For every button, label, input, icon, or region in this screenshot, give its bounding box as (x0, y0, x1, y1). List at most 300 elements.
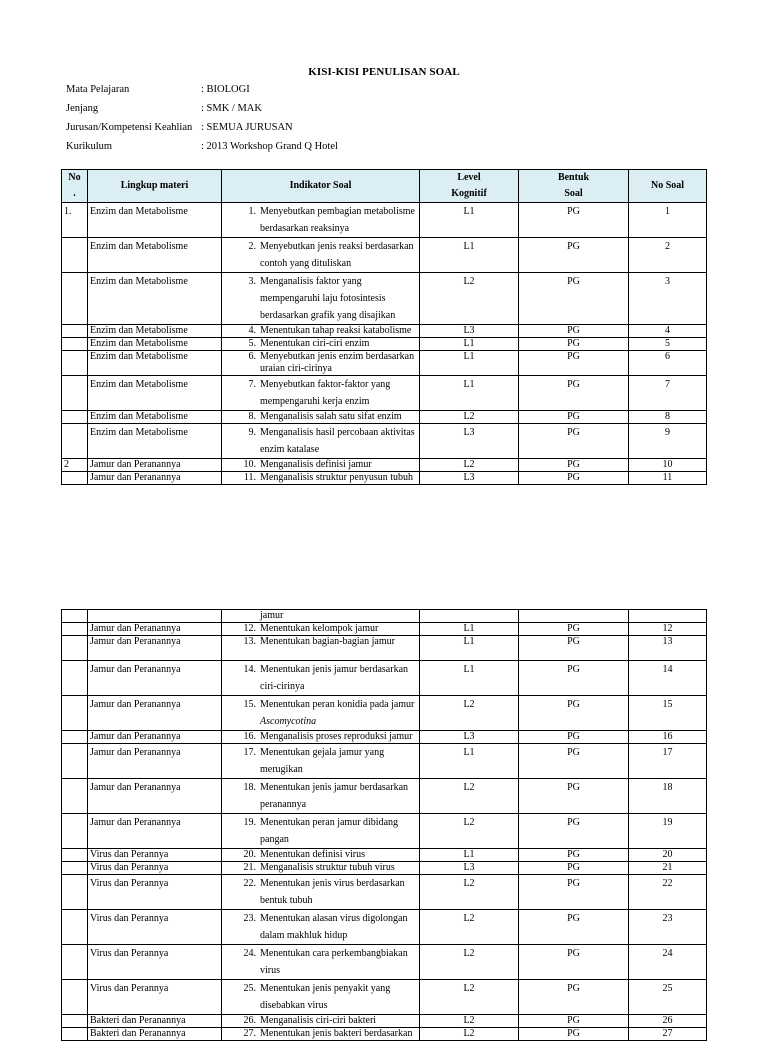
indikator-line: Menentukan bagian-bagian jamur (260, 636, 395, 647)
indikator-item (224, 636, 417, 660)
cell-materi: Jamur dan Peranannya (88, 744, 222, 779)
cell-level: L3 (420, 472, 519, 485)
cell-no (62, 472, 88, 485)
cell-materi: Jamur dan Peranannya (88, 636, 222, 661)
cell-materi: Virus dan Perannya (88, 910, 222, 945)
cell-nosoal: 10 (629, 459, 707, 472)
indikator-line: Menentukan kelompok jamur (260, 623, 379, 634)
cell-indikator (222, 849, 420, 862)
cell-nosoal: 17 (629, 744, 707, 779)
cell-nosoal: 7 (629, 376, 707, 411)
indikator-line: uraian ciri-cirinya (260, 363, 332, 374)
indikator-item (224, 910, 417, 944)
cell-bentuk: PG (519, 472, 629, 485)
indikator-number: 5. (248, 338, 256, 349)
indikator-item (224, 849, 417, 861)
indikator-line: Menyebutkan faktor-faktor yang (260, 379, 391, 390)
indikator-line: Menentukan jenis jamur berdasarkan (260, 664, 409, 675)
indikator-line: Menentukan jenis virus berdasarkan (260, 878, 405, 889)
indikator-line: Menentukan gejala jamur yang (260, 747, 385, 758)
table-row (62, 610, 707, 623)
cell-level: L2 (420, 980, 519, 1015)
cell-indikator (222, 779, 420, 814)
indikator-item (224, 376, 417, 410)
indikator-text (260, 351, 417, 375)
cell-bentuk: PG (519, 411, 629, 424)
cell-no (62, 779, 88, 814)
cell-indikator (222, 1028, 420, 1041)
indikator-item (224, 814, 417, 848)
cell-no (62, 696, 88, 731)
cell-indikator (222, 875, 420, 910)
cell-indikator (222, 910, 420, 945)
cell-indikator (222, 459, 420, 472)
grid-table-page-2 (61, 609, 707, 1041)
cell-bentuk: PG (519, 779, 629, 814)
indikator-line: Menentukan tahap reaksi katabolisme (260, 325, 412, 336)
cell-materi: Bakteri dan Peranannya (88, 1028, 222, 1041)
indikator-number: 6. (248, 351, 256, 362)
table-row (62, 424, 707, 459)
cell-indikator (222, 203, 420, 238)
cell-level: L2 (420, 459, 519, 472)
indikator-number: 16. (243, 731, 256, 742)
indikator-item (224, 661, 417, 695)
cell-bentuk: PG (519, 910, 629, 945)
indikator-item (224, 945, 417, 979)
indikator-line: ciri-cirinya (260, 681, 305, 692)
cell-nosoal: 1 (629, 203, 707, 238)
cell-materi: Virus dan Perannya (88, 849, 222, 862)
cell-materi: Jamur dan Peranannya (88, 623, 222, 636)
cell-nosoal: 14 (629, 661, 707, 696)
cell-no (62, 636, 88, 661)
cell-level: L1 (420, 661, 519, 696)
indikator-text (260, 779, 417, 813)
header-no-line1: No (68, 172, 81, 183)
cell-materi: Jamur dan Peranannya (88, 459, 222, 472)
indikator-line: Menentukan jenis penyakit yang (260, 983, 391, 994)
cell-level: L1 (420, 238, 519, 273)
cell-level: L2 (420, 411, 519, 424)
cell-no (62, 351, 88, 376)
table-row (62, 744, 707, 779)
cell-indikator (222, 411, 420, 424)
cell-bentuk: PG (519, 980, 629, 1015)
indikator-line: virus (260, 965, 280, 976)
indikator-line: bentuk tubuh (260, 895, 313, 906)
cell-indikator (222, 424, 420, 459)
cell-level: L2 (420, 875, 519, 910)
cell-materi: Jamur dan Peranannya (88, 731, 222, 744)
cell-no (62, 744, 88, 779)
indikator-line: Menentukan definisi virus (260, 849, 365, 860)
indikator-item (224, 325, 417, 337)
meta-value: : SMK / MAK (201, 103, 262, 114)
cell-indikator (222, 945, 420, 980)
grid-table-page-1 (61, 169, 707, 485)
table-row (62, 1028, 707, 1041)
indikator-number (224, 610, 260, 622)
cell-level: L3 (420, 862, 519, 875)
cell-materi: Virus dan Perannya (88, 980, 222, 1015)
indikator-text (260, 910, 417, 944)
indikator-number: 12. (243, 623, 256, 634)
indikator-line: jamur (260, 610, 284, 621)
cell-bentuk: PG (519, 849, 629, 862)
cell-nosoal: 2 (629, 238, 707, 273)
cell-bentuk: PG (519, 376, 629, 411)
cell-materi: Enzim dan Metabolisme (88, 351, 222, 376)
cell-indikator (222, 862, 420, 875)
cell-nosoal: 19 (629, 814, 707, 849)
cell-bentuk: PG (519, 351, 629, 376)
meta-value: : SEMUA JURUSAN (201, 122, 293, 133)
cell-nosoal: 27 (629, 1028, 707, 1041)
cell-bentuk: PG (519, 424, 629, 459)
cell-materi (88, 610, 222, 623)
page-title: KISI-KISI PENULISAN SOAL (308, 66, 460, 78)
table-row (62, 779, 707, 814)
header-lingkup: Lingkup materi (88, 170, 222, 203)
indikator-number: 19. (243, 817, 256, 828)
indikator-line: Menentukan peran jamur dibidang (260, 817, 399, 828)
indikator-text (260, 862, 417, 874)
cell-indikator (222, 636, 420, 661)
cell-indikator (222, 351, 420, 376)
cell-bentuk: PG (519, 875, 629, 910)
cell-no: 2 (62, 459, 88, 472)
indikator-line: Menyebutkan jenis enzim berdasarkan (260, 351, 415, 362)
table-row (62, 1015, 707, 1028)
indikator-text (260, 273, 417, 324)
cell-materi: Enzim dan Metabolisme (88, 203, 222, 238)
indikator-item (224, 610, 417, 622)
cell-materi: Jamur dan Peranannya (88, 472, 222, 485)
cell-materi: Enzim dan Metabolisme (88, 325, 222, 338)
cell-bentuk: PG (519, 459, 629, 472)
indikator-text (260, 623, 417, 635)
indikator-text (260, 1028, 417, 1040)
cell-no (62, 610, 88, 623)
indikator-number: 24. (243, 948, 256, 959)
cell-nosoal (629, 610, 707, 623)
indikator-number: 15. (243, 699, 256, 710)
header-bentuk-line1: Bentuk (557, 172, 590, 183)
cell-level: L3 (420, 424, 519, 459)
cell-nosoal: 12 (629, 623, 707, 636)
cell-indikator (222, 731, 420, 744)
table-row (62, 273, 707, 325)
indikator-item (224, 273, 417, 324)
table-row (62, 696, 707, 731)
cell-materi: Virus dan Perannya (88, 945, 222, 980)
indikator-text (260, 875, 417, 909)
indikator-line: Menganalisis salah satu sifat enzim (260, 411, 402, 422)
cell-nosoal: 21 (629, 862, 707, 875)
indikator-number: 10. (243, 459, 256, 470)
cell-indikator (222, 1015, 420, 1028)
cell-level: L1 (420, 849, 519, 862)
indikator-line: peranannya (260, 799, 307, 810)
indikator-text (260, 459, 417, 471)
table-row (62, 376, 707, 411)
cell-level: L2 (420, 814, 519, 849)
cell-level: L1 (420, 338, 519, 351)
indikator-text (260, 744, 417, 778)
indikator-line: Menentukan ciri-ciri enzim (260, 338, 370, 349)
indikator-text (260, 411, 417, 423)
cell-materi: Virus dan Perannya (88, 875, 222, 910)
cell-level: L2 (420, 1015, 519, 1028)
indikator-text (260, 636, 417, 660)
cell-level: L2 (420, 696, 519, 731)
indikator-number: 8. (248, 411, 256, 422)
header-level-line2: Kognitif (451, 188, 487, 199)
indikator-item (224, 779, 417, 813)
indikator-number: 2. (248, 241, 256, 252)
table-row (62, 623, 707, 636)
cell-no (62, 424, 88, 459)
indikator-line: berdasarkan grafik yang disajikan (260, 310, 396, 321)
table-row (62, 875, 707, 910)
cell-level: L1 (420, 376, 519, 411)
indikator-item (224, 424, 417, 458)
table-row (62, 814, 707, 849)
cell-bentuk: PG (519, 862, 629, 875)
cell-no (62, 862, 88, 875)
table-row (62, 325, 707, 338)
cell-no (62, 875, 88, 910)
cell-no (62, 661, 88, 696)
cell-nosoal: 8 (629, 411, 707, 424)
cell-bentuk: PG (519, 1015, 629, 1028)
indikator-line: Menganalisis struktur penyusun tubuh (260, 472, 414, 483)
indikator-line: Menentukan jenis jamur berdasarkan (260, 782, 409, 793)
indikator-text (260, 731, 417, 743)
indikator-number: 27. (243, 1028, 256, 1039)
table-row (62, 661, 707, 696)
cell-indikator (222, 338, 420, 351)
table-row (62, 203, 707, 238)
indikator-number: 20. (243, 849, 256, 860)
table-row (62, 459, 707, 472)
cell-no (62, 945, 88, 980)
indikator-number: 22. (243, 878, 256, 889)
cell-no (62, 338, 88, 351)
cell-nosoal: 22 (629, 875, 707, 910)
cell-no (62, 376, 88, 411)
cell-nosoal: 23 (629, 910, 707, 945)
cell-indikator (222, 376, 420, 411)
cell-level: L1 (420, 636, 519, 661)
indikator-text (260, 338, 417, 350)
indikator-number: 4. (248, 325, 256, 336)
indikator-line: Menentukan jenis bakteri berdasarkan (260, 1028, 413, 1039)
cell-bentuk: PG (519, 238, 629, 273)
cell-bentuk: PG (519, 203, 629, 238)
table-row (62, 238, 707, 273)
cell-materi: Virus dan Perannya (88, 862, 222, 875)
cell-materi: Enzim dan Metabolisme (88, 424, 222, 459)
cell-level: L3 (420, 325, 519, 338)
meta-label: Jenjang (66, 103, 99, 114)
indikator-line: Menentukan peran konidia pada jamur (260, 699, 415, 710)
indikator-number: 25. (243, 983, 256, 994)
cell-nosoal: 26 (629, 1015, 707, 1028)
indikator-line: Menentukan cara perkembangbiakan (260, 948, 408, 959)
cell-indikator (222, 238, 420, 273)
indikator-item (224, 238, 417, 272)
cell-bentuk: PG (519, 696, 629, 731)
cell-nosoal: 13 (629, 636, 707, 661)
indikator-number: 11. (243, 472, 256, 483)
header-bentuk-line2: Soal (564, 188, 583, 199)
indikator-line: Menyebutkan pembagian metabolisme (260, 206, 415, 217)
cell-materi: Enzim dan Metabolisme (88, 238, 222, 273)
indikator-text (260, 325, 417, 337)
indikator-line: Menganalisis struktur tubuh virus (260, 862, 395, 873)
indikator-text (260, 849, 417, 861)
cell-level: L1 (420, 203, 519, 238)
indikator-line: Menganalisis proses reproduksi jamur (260, 731, 413, 742)
indikator-line: Menganalisis faktor yang (260, 276, 362, 287)
cell-bentuk: PG (519, 661, 629, 696)
header-no-line2: . (73, 188, 76, 199)
header-level (420, 170, 519, 203)
cell-level: L2 (420, 273, 519, 325)
indikator-line: pangan (260, 834, 289, 845)
cell-bentuk: PG (519, 636, 629, 661)
cell-materi: Enzim dan Metabolisme (88, 273, 222, 325)
indikator-line: Menganalisis hasil percobaan aktivitas (260, 427, 415, 438)
indikator-line: disebabkan virus (260, 1000, 328, 1011)
cell-bentuk: PG (519, 1028, 629, 1041)
table-row (62, 472, 707, 485)
indikator-line: Menganalisis ciri-ciri bakteri (260, 1015, 377, 1026)
cell-indikator (222, 273, 420, 325)
indikator-text (260, 980, 417, 1014)
indikator-item (224, 459, 417, 471)
cell-no (62, 273, 88, 325)
cell-indikator (222, 623, 420, 636)
indikator-number: 18. (243, 782, 256, 793)
indikator-number: 9. (248, 427, 256, 438)
cell-no (62, 623, 88, 636)
cell-no (62, 910, 88, 945)
cell-bentuk: PG (519, 623, 629, 636)
indikator-item (224, 623, 417, 635)
table-row (62, 980, 707, 1015)
cell-nosoal: 5 (629, 338, 707, 351)
cell-bentuk (519, 610, 629, 623)
cell-bentuk: PG (519, 273, 629, 325)
cell-nosoal: 11 (629, 472, 707, 485)
cell-indikator (222, 661, 420, 696)
header-indikator: Indikator Soal (222, 170, 420, 203)
cell-bentuk: PG (519, 731, 629, 744)
indikator-item (224, 472, 417, 484)
header-no (62, 170, 88, 203)
cell-no (62, 814, 88, 849)
cell-nosoal: 18 (629, 779, 707, 814)
indikator-number: 14. (243, 664, 256, 675)
cell-level: L1 (420, 744, 519, 779)
cell-materi: Bakteri dan Peranannya (88, 1015, 222, 1028)
indikator-number: 3. (248, 276, 256, 287)
indikator-number: 13. (243, 636, 256, 647)
table-row (62, 910, 707, 945)
meta-value: : 2013 Workshop Grand Q Hotel (201, 141, 338, 152)
cell-nosoal: 6 (629, 351, 707, 376)
indikator-line: Ascomycotina (260, 716, 317, 727)
cell-level: L3 (420, 731, 519, 744)
indikator-text (260, 696, 417, 730)
indikator-text (260, 1015, 417, 1027)
table-row (62, 731, 707, 744)
cell-bentuk: PG (519, 814, 629, 849)
cell-no (62, 849, 88, 862)
cell-bentuk: PG (519, 325, 629, 338)
indikator-text (260, 424, 417, 458)
meta-label: Jurusan/Kompetensi Keahlian (66, 122, 193, 133)
indikator-text (260, 945, 417, 979)
cell-indikator (222, 325, 420, 338)
header-nosoal: No Soal (629, 170, 707, 203)
cell-indikator (222, 980, 420, 1015)
indikator-line: mempengaruhi laju fotosintesis (260, 293, 386, 304)
table-header-row (62, 170, 707, 203)
cell-materi: Jamur dan Peranannya (88, 696, 222, 731)
indikator-line (260, 648, 417, 660)
cell-materi: Jamur dan Peranannya (88, 814, 222, 849)
cell-nosoal: 24 (629, 945, 707, 980)
cell-materi: Enzim dan Metabolisme (88, 338, 222, 351)
cell-bentuk: PG (519, 338, 629, 351)
header-bentuk (519, 170, 629, 203)
header-level-line1: Level (457, 172, 481, 183)
indikator-item (224, 875, 417, 909)
indikator-number: 17. (243, 747, 256, 758)
indikator-number: 7. (248, 379, 256, 390)
indikator-line: merugikan (260, 764, 303, 775)
indikator-number: 1. (248, 206, 256, 217)
cell-level: L2 (420, 945, 519, 980)
cell-no (62, 980, 88, 1015)
indikator-item (224, 1028, 417, 1040)
cell-level: L1 (420, 351, 519, 376)
cell-materi: Jamur dan Peranannya (88, 779, 222, 814)
indikator-item (224, 1015, 417, 1027)
cell-indikator (222, 696, 420, 731)
cell-nosoal: 25 (629, 980, 707, 1015)
table-row (62, 636, 707, 661)
indikator-text (260, 203, 417, 237)
cell-nosoal: 9 (629, 424, 707, 459)
cell-bentuk: PG (519, 744, 629, 779)
cell-bentuk: PG (519, 945, 629, 980)
cell-nosoal: 20 (629, 849, 707, 862)
table-row (62, 849, 707, 862)
indikator-line: contoh yang dituliskan (260, 258, 352, 269)
indikator-line: enzim katalase (260, 444, 320, 455)
indikator-line: Menganalisis definisi jamur (260, 459, 372, 470)
table-row (62, 862, 707, 875)
indikator-item (224, 744, 417, 778)
indikator-item (224, 731, 417, 743)
indikator-item (224, 203, 417, 237)
indikator-item (224, 696, 417, 730)
